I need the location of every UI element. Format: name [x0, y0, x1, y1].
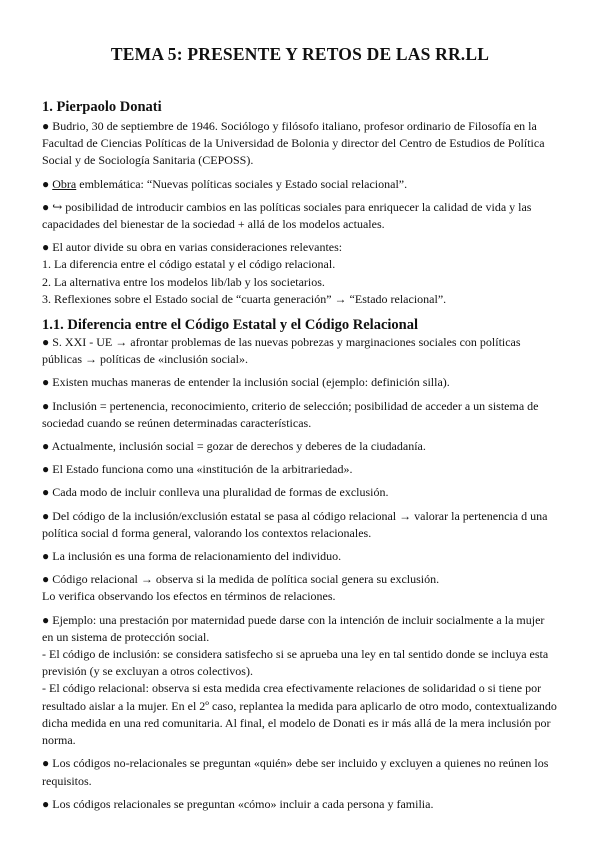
paragraph: ● Ejemplo: una prestación por maternidad puede darse con la intención de incluir socialmente a la mujer en un sistema de protección social.	[42, 612, 545, 644]
paragraph: - El código de inclusión: se considera satisfecho si se aprueba una ley en tal sentido donde se incluya esta previsión (y se excluyan a otros colectivos).	[42, 647, 549, 679]
paragraph: Lo verifica observando los efectos en términos de relaciones.	[42, 589, 336, 604]
posibilidad-paragraph: ● ↪ posibilidad de introducir cambios en las políticas sociales para enriquecer la calidad de vida y las capacidades del bienestar de la sociedad + allá de los modelos actuales.	[42, 199, 532, 232]
list-item: 2. La alternativa entre los modelos lib/lab y los societarios.	[42, 274, 325, 289]
paragraph: ● Los códigos relacionales se preguntan «cómo» incluir a cada persona y familia.	[42, 796, 434, 811]
paragraph: ● Existen muchas maneras de entender la inclusión social (ejemplo: definición silla).	[42, 375, 450, 390]
paragraph: - El código relacional: observa si esta medida crea efectivamente relaciones de solidaridad o si tiene por resultado aislar a la mujer. En el 2º caso, replantea la medida para aplicarlo de otro modo, contextualizando dicha medida en una red comunitaria. Al final, el modelo de Donati es ir más allá de la mera inclusión por norma.	[42, 681, 557, 748]
paragraph: ● Inclusión = pertenencia, reconocimiento, criterio de selección; posibilidad de acceder a un sistema de sociedad cuando se reúnen determinadas características.	[42, 398, 539, 430]
paragraph: ● Código relacional → observa si la medida de política social genera su exclusión.	[42, 572, 440, 587]
paragraph: ● La inclusión es una forma de relacionamiento del individuo.	[42, 549, 342, 564]
list-item: 1. La diferencia entre el código estatal y el código relacional.	[42, 257, 336, 272]
bullet: ●	[42, 176, 53, 191]
section-heading-donati: 1. Pierpaolo Donati	[42, 99, 162, 115]
obra-text: emblemática: “Nuevas políticas sociales y Estado social relacional”.	[76, 176, 408, 191]
paragraph: ● Cada modo de incluir conlleva una pluralidad de formas de exclusión.	[42, 485, 389, 500]
paragraph: ● S. XXI - UE → afrontar problemas de las nuevas pobrezas y marginaciones sociales con políticas públicas → políticas de «inclusión social».	[42, 335, 521, 367]
page-title: TEMA 5: PRESENTE Y RETOS DE LAS RR.LL	[110, 44, 490, 64]
section-heading-codigo: 1.1. Diferencia entre el Código Estatal y el Código Relacional	[42, 317, 419, 334]
divide-paragraph: ● El autor divide su obra en varias consideraciones relevantes:	[42, 240, 343, 255]
paragraph: ● Actualmente, inclusión social = gozar de derechos y deberes de la ciudadanía.	[42, 439, 426, 454]
bio-paragraph: ● Budrio, 30 de septiembre de 1946. Sociólogo y filósofo italiano, profesor ordinario de Filosofía en la Facultad de Ciencias Políticas de la Universidad de Bolonia y director del Centro de Estudios de Política Social y de Sociología Sanitaria (CEPOSS).	[42, 119, 545, 168]
paragraph: ● Del código de la inclusión/exclusión estatal se pasa al código relacional → valorar la pertenencia d una política social d forma general, valorando los contextos relacionales.	[42, 508, 548, 540]
paragraph: ● Los códigos no-relacionales se preguntan «quién» debe ser incluido y excluyen a quienes no reúnen los requisitos.	[42, 756, 549, 788]
list-item: 3. Reflexiones sobre el Estado social de “cuarta generación” → “Estado relacional”.	[42, 291, 447, 306]
obra-label: Obra	[52, 176, 77, 191]
paragraph: ● El Estado funciona como una «institución de la arbitrariedad».	[42, 462, 353, 477]
obra-paragraph	[42, 176, 558, 193]
